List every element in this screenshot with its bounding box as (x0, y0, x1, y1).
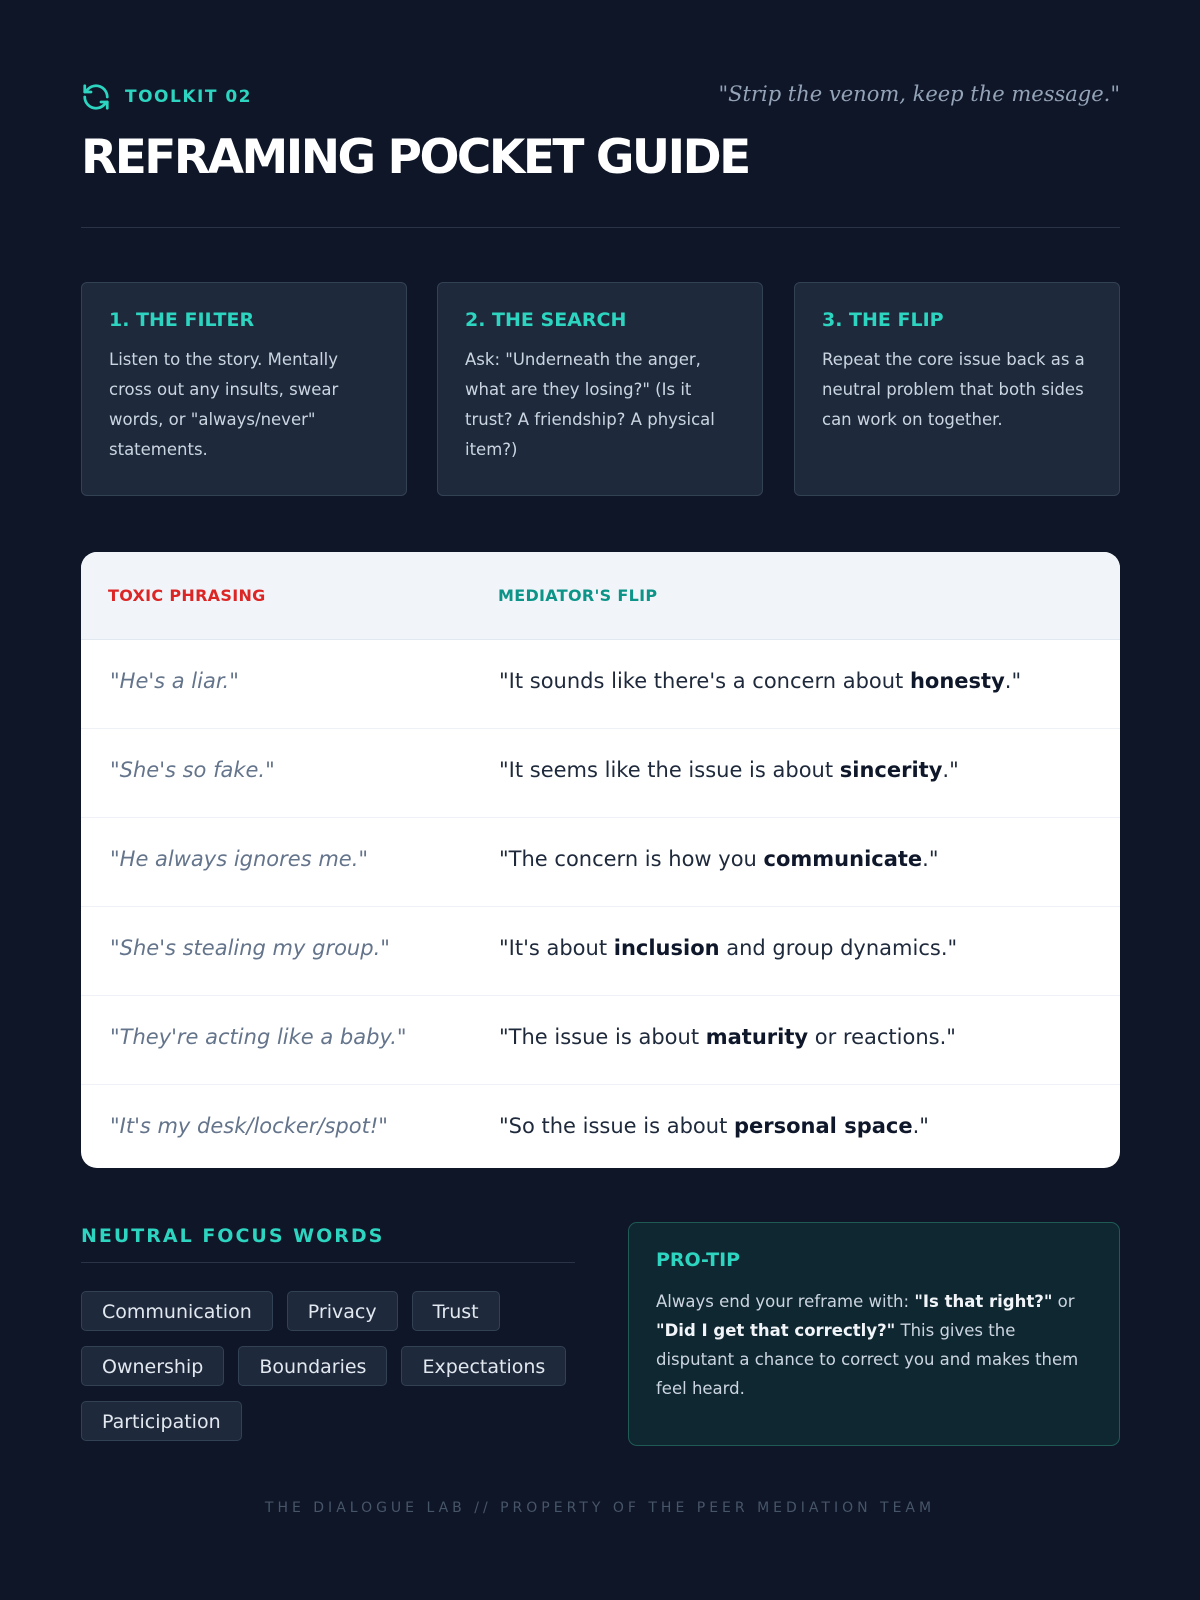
reframe-table (81, 552, 1120, 1168)
focus-term: inclusion (613, 936, 720, 960)
focus-term: communicate (763, 847, 923, 871)
step-body: Listen to the story. Mentally cross out any insults, swear words, or "always/never" statements. (109, 350, 339, 459)
focus-term: honesty (909, 669, 1005, 693)
mediator-flip: "It's about inclusion and group dynamics." (499, 936, 958, 960)
focus-word-chip: Trust (412, 1291, 500, 1331)
step-title: 1. THE FILTER (109, 309, 255, 331)
toolkit-label: TOOLKIT 02 (125, 87, 253, 107)
mediator-flip: "It sounds like there's a concern about honesty." (499, 669, 1022, 693)
toxic-phrase: "She's so fake." (110, 758, 275, 782)
page-title: REFRAMING POCKET GUIDE (81, 130, 749, 185)
table-row (81, 818, 1120, 907)
focus-term: maturity (705, 1025, 809, 1049)
footer: THE DIALOGUE LAB // PROPERTY OF THE PEER MEDIATION TEAM (264, 1500, 936, 1516)
table-row (81, 907, 1120, 996)
focus-words-section (81, 1222, 575, 1441)
table-row (81, 729, 1120, 818)
focus-divider (81, 1262, 575, 1263)
focus-word-chips (81, 1291, 575, 1441)
focus-word-chip: Ownership (81, 1346, 224, 1386)
table-row (81, 996, 1120, 1085)
toxic-phrase: "They're acting like a baby." (110, 1025, 407, 1049)
focus-word-chip: Participation (81, 1401, 242, 1441)
focus-word-chip: Expectations (401, 1346, 566, 1386)
focus-term: personal space (734, 1114, 913, 1138)
column-header-toxic: TOXIC PHRASING (108, 586, 266, 605)
step-card-flip (794, 282, 1120, 496)
step-card-search (437, 282, 763, 496)
header-top (81, 80, 1120, 116)
toxic-phrase: "He's a liar." (110, 669, 239, 693)
step-body: Repeat the core issue back as a neutral problem that both sides can work on together. (822, 350, 1085, 429)
mediator-flip: "It seems like the issue is about sincerity." (499, 758, 959, 782)
focus-word-chip: Communication (81, 1291, 273, 1331)
focus-word-chip: Boundaries (238, 1346, 387, 1386)
table-header (81, 552, 1120, 640)
toxic-phrase: "She's stealing my group." (110, 936, 390, 960)
focus-words-title: NEUTRAL FOCUS WORDS (81, 1225, 385, 1247)
mediator-flip: "The concern is how you communicate." (499, 847, 939, 871)
pro-tip-card (628, 1222, 1120, 1446)
table-row (81, 640, 1120, 729)
header-divider (81, 227, 1120, 228)
step-body: Ask: "Underneath the anger, what are they losing?" (Is it trust? A friendship? A physical item?) (465, 350, 715, 459)
toolkit-badge (81, 82, 252, 112)
refresh-icon (81, 82, 111, 112)
table-row (81, 1085, 1120, 1168)
mediator-flip: "The issue is about maturity or reactions." (499, 1025, 956, 1049)
mediator-flip: "So the issue is about personal space." (499, 1114, 929, 1138)
focus-word-chip: Privacy (287, 1291, 398, 1331)
focus-term: sincerity (839, 758, 943, 782)
pro-tip-title: PRO-TIP (656, 1249, 741, 1271)
toxic-phrase: "It's my desk/locker/spot!" (110, 1114, 388, 1138)
step-title: 3. THE FLIP (822, 309, 944, 331)
pro-tip-body: Always end your reframe with: "Is that right?" or "Did I get that correctly?" This gives the disputant a chance to correct you and makes them feel heard. (656, 1292, 1079, 1398)
steps-section (81, 282, 1120, 498)
toxic-phrase: "He always ignores me." (110, 847, 369, 871)
step-card-filter (81, 282, 407, 496)
header-quote: "Strip the venom, keep the message." (718, 82, 1120, 106)
step-title: 2. THE SEARCH (465, 309, 627, 331)
column-header-flip: MEDIATOR'S FLIP (498, 586, 658, 605)
